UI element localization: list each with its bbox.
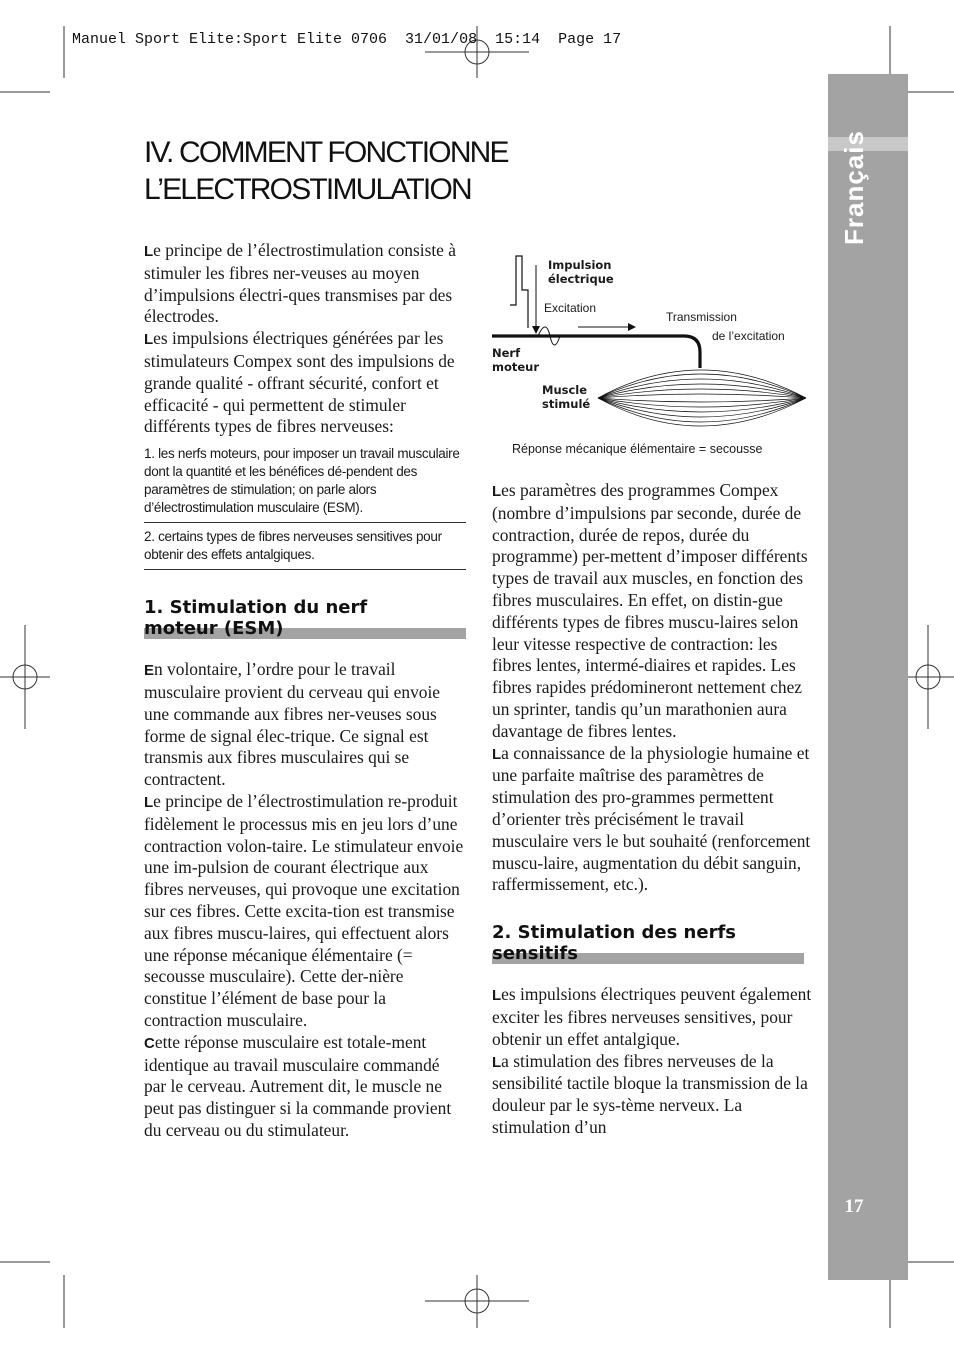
drop-cap: L [492, 483, 502, 500]
right-paragraph-1-text: es paramètres des programmes Compex (nombre d’impulsions par seconde, durée de contraction, durée de repos, durée du programme) per-mettent d’imposer différents types de travail aux muscles, en fonction des fibres musculaires. En effet, on distin-gue différents types de fibres muscu-laires selon leur vitesse respective de contraction: les fibres lentes, intermé-diaires et rapides. Les fibres rapides prédomineront nettement chez un sprinter, tandis qu’un marathonien aura davantage de fibres lentes. [492, 480, 808, 741]
label-transmission-line-2: de l’excitation [712, 329, 785, 343]
print-slug-header: Manuel Sport Elite:Sport Elite 0706 31/01/08 15:14 Page 17 [72, 31, 622, 48]
label-impulse [548, 258, 614, 286]
section-1-paragraph-1 [144, 659, 466, 791]
page-number: 17 [844, 1196, 864, 1217]
label-motor-nerve-line-2: moteur [492, 360, 540, 374]
section-2-paragraph-2 [492, 1051, 812, 1139]
drop-cap: L [492, 987, 502, 1005]
label-excitation: Excitation [544, 301, 597, 315]
list-item-motor-nerves: 1. les nerfs moteurs, pour imposer un travail musculaire dont la quantité et les bénéfices dé-pendent des paramètres de stimulation; on parle alors d’électrostimulation musculaire (ESM). [144, 445, 466, 523]
right-paragraph-2-text: a connaissance de la physiologie humaine et une parfaite maîtrise des paramètres de stimulation des pro-grammes permettent d’orienter très précisément le travail musculaire vers le but souhaité (renforcement muscu-laire, augmentation du débit sanguin, raffermissement, etc.). [492, 742, 811, 895]
language-side-tab [828, 74, 908, 1280]
language-label: Français [839, 130, 869, 245]
muscle-fibers [598, 370, 806, 426]
drop-cap: L [144, 331, 154, 349]
section-1-paragraph-2-text: e principe de l’électrostimulation re-produit fidèlement le processus mis en jeu lors d’une contraction volon-taire. Le stimulateur envoie une im-pulsion de courant électrique aux fibres nerveuses, qui provoque une excitation sur ces fibres. Cette excita-tion est transmise aux fibres muscu-laires, qui effectuent alors une réponse mécanique élémentaire (= secousse musculaire). Cette der-nière constitue l’élément de base pour la contraction musculaire. [144, 790, 464, 1030]
left-column [144, 240, 466, 1142]
label-stimulated-muscle-line-1: Muscle [542, 383, 588, 397]
page-title-line-2: L’ELECTROSTIMULATION [144, 173, 471, 206]
page-title-line-1: IV. COMMENT FONCTIONNE [144, 136, 508, 169]
impulse-waveform [510, 256, 528, 328]
section-1-paragraph-3 [144, 1032, 466, 1142]
section-1-paragraph-3-text: ette réponse musculaire est totale-ment identique au travail musculaire commandé par le cerveau. Autrement dit, le muscle ne peut pas distinguer si la commande provient du cerveau ou du stimulateur. [144, 1031, 452, 1140]
list-item-sensory-nerves: 2. certains types de fibres nerveuses sensitives pour obtenir des effets antalgiques. [144, 523, 466, 570]
drop-cap: L [492, 1053, 502, 1071]
drop-cap: L [144, 793, 154, 811]
drop-cap: L [492, 745, 502, 763]
label-motor-nerve-line-1: Nerf [492, 346, 521, 360]
label-stimulated-muscle-line-2: stimulé [542, 397, 591, 411]
right-paragraph-2 [492, 743, 812, 897]
section-2-heading-line-1: 2. Stimulation des nerfs [492, 922, 736, 944]
diagram-caption: Réponse mécanique élémentaire = secousse [512, 442, 763, 456]
label-impulse-line-2: électrique [548, 272, 614, 286]
electrostimulation-diagram [488, 250, 818, 465]
right-column [492, 480, 812, 1139]
section-2-heading [492, 922, 804, 964]
label-transmission-line-1: Transmission [666, 310, 737, 324]
section-1-heading [144, 597, 466, 639]
section-2-paragraph-1 [492, 984, 812, 1050]
label-impulse-line-1: Impulsion [548, 258, 612, 272]
section-1-paragraph-1-text: n volontaire, l’ordre pour le travail musculaire provient du cerveau qui envoie une commande aux fibres ner-veuses sous forme de signal élec-trique. Ce signal est transmis aux fibres musculaires qui se contractent. [144, 659, 441, 790]
drop-cap: E [144, 662, 155, 680]
label-stimulated-muscle [542, 383, 590, 411]
drop-cap: L [144, 243, 154, 260]
page-title [144, 134, 624, 208]
section-2-paragraph-2-text: a stimulation des fibres nerveuses de la sensibilité tactile bloque la transmission de la douleur par le sys-tème nerveux. La stimulation d’un [492, 1050, 808, 1137]
section-2-paragraph-1-text: es impulsions électriques peuvent également exciter les fibres nerveuses sensitives, pour obtenir un effet antalgique. [492, 984, 812, 1049]
section-1-heading-line-2: moteur (ESM) [144, 618, 284, 640]
intro-paragraph-1 [144, 240, 466, 328]
section-1-paragraph-2 [144, 791, 466, 1032]
intro-paragraph-1-text: e principe de l’électrostimulation consiste à stimuler les fibres ner-veuses au moyen d’impulsions électri-ques transmises par des électrodes. [144, 240, 456, 327]
intro-paragraph-2 [144, 328, 466, 438]
intro-paragraph-2-text: es impulsions électriques générées par les stimulateurs Compex sont des impulsions de grande qualité - offrant sécurité, confort et efficacité - qui permettent de stimuler différents types de fibres nerveuses: [144, 328, 455, 437]
label-motor-nerve [492, 346, 539, 374]
drop-cap: C [144, 1034, 155, 1052]
section-1-heading-line-1: 1. Stimulation du nerf [144, 597, 368, 619]
right-paragraph-1 [492, 480, 812, 743]
section-2-heading-line-2: sensitifs [492, 943, 578, 965]
